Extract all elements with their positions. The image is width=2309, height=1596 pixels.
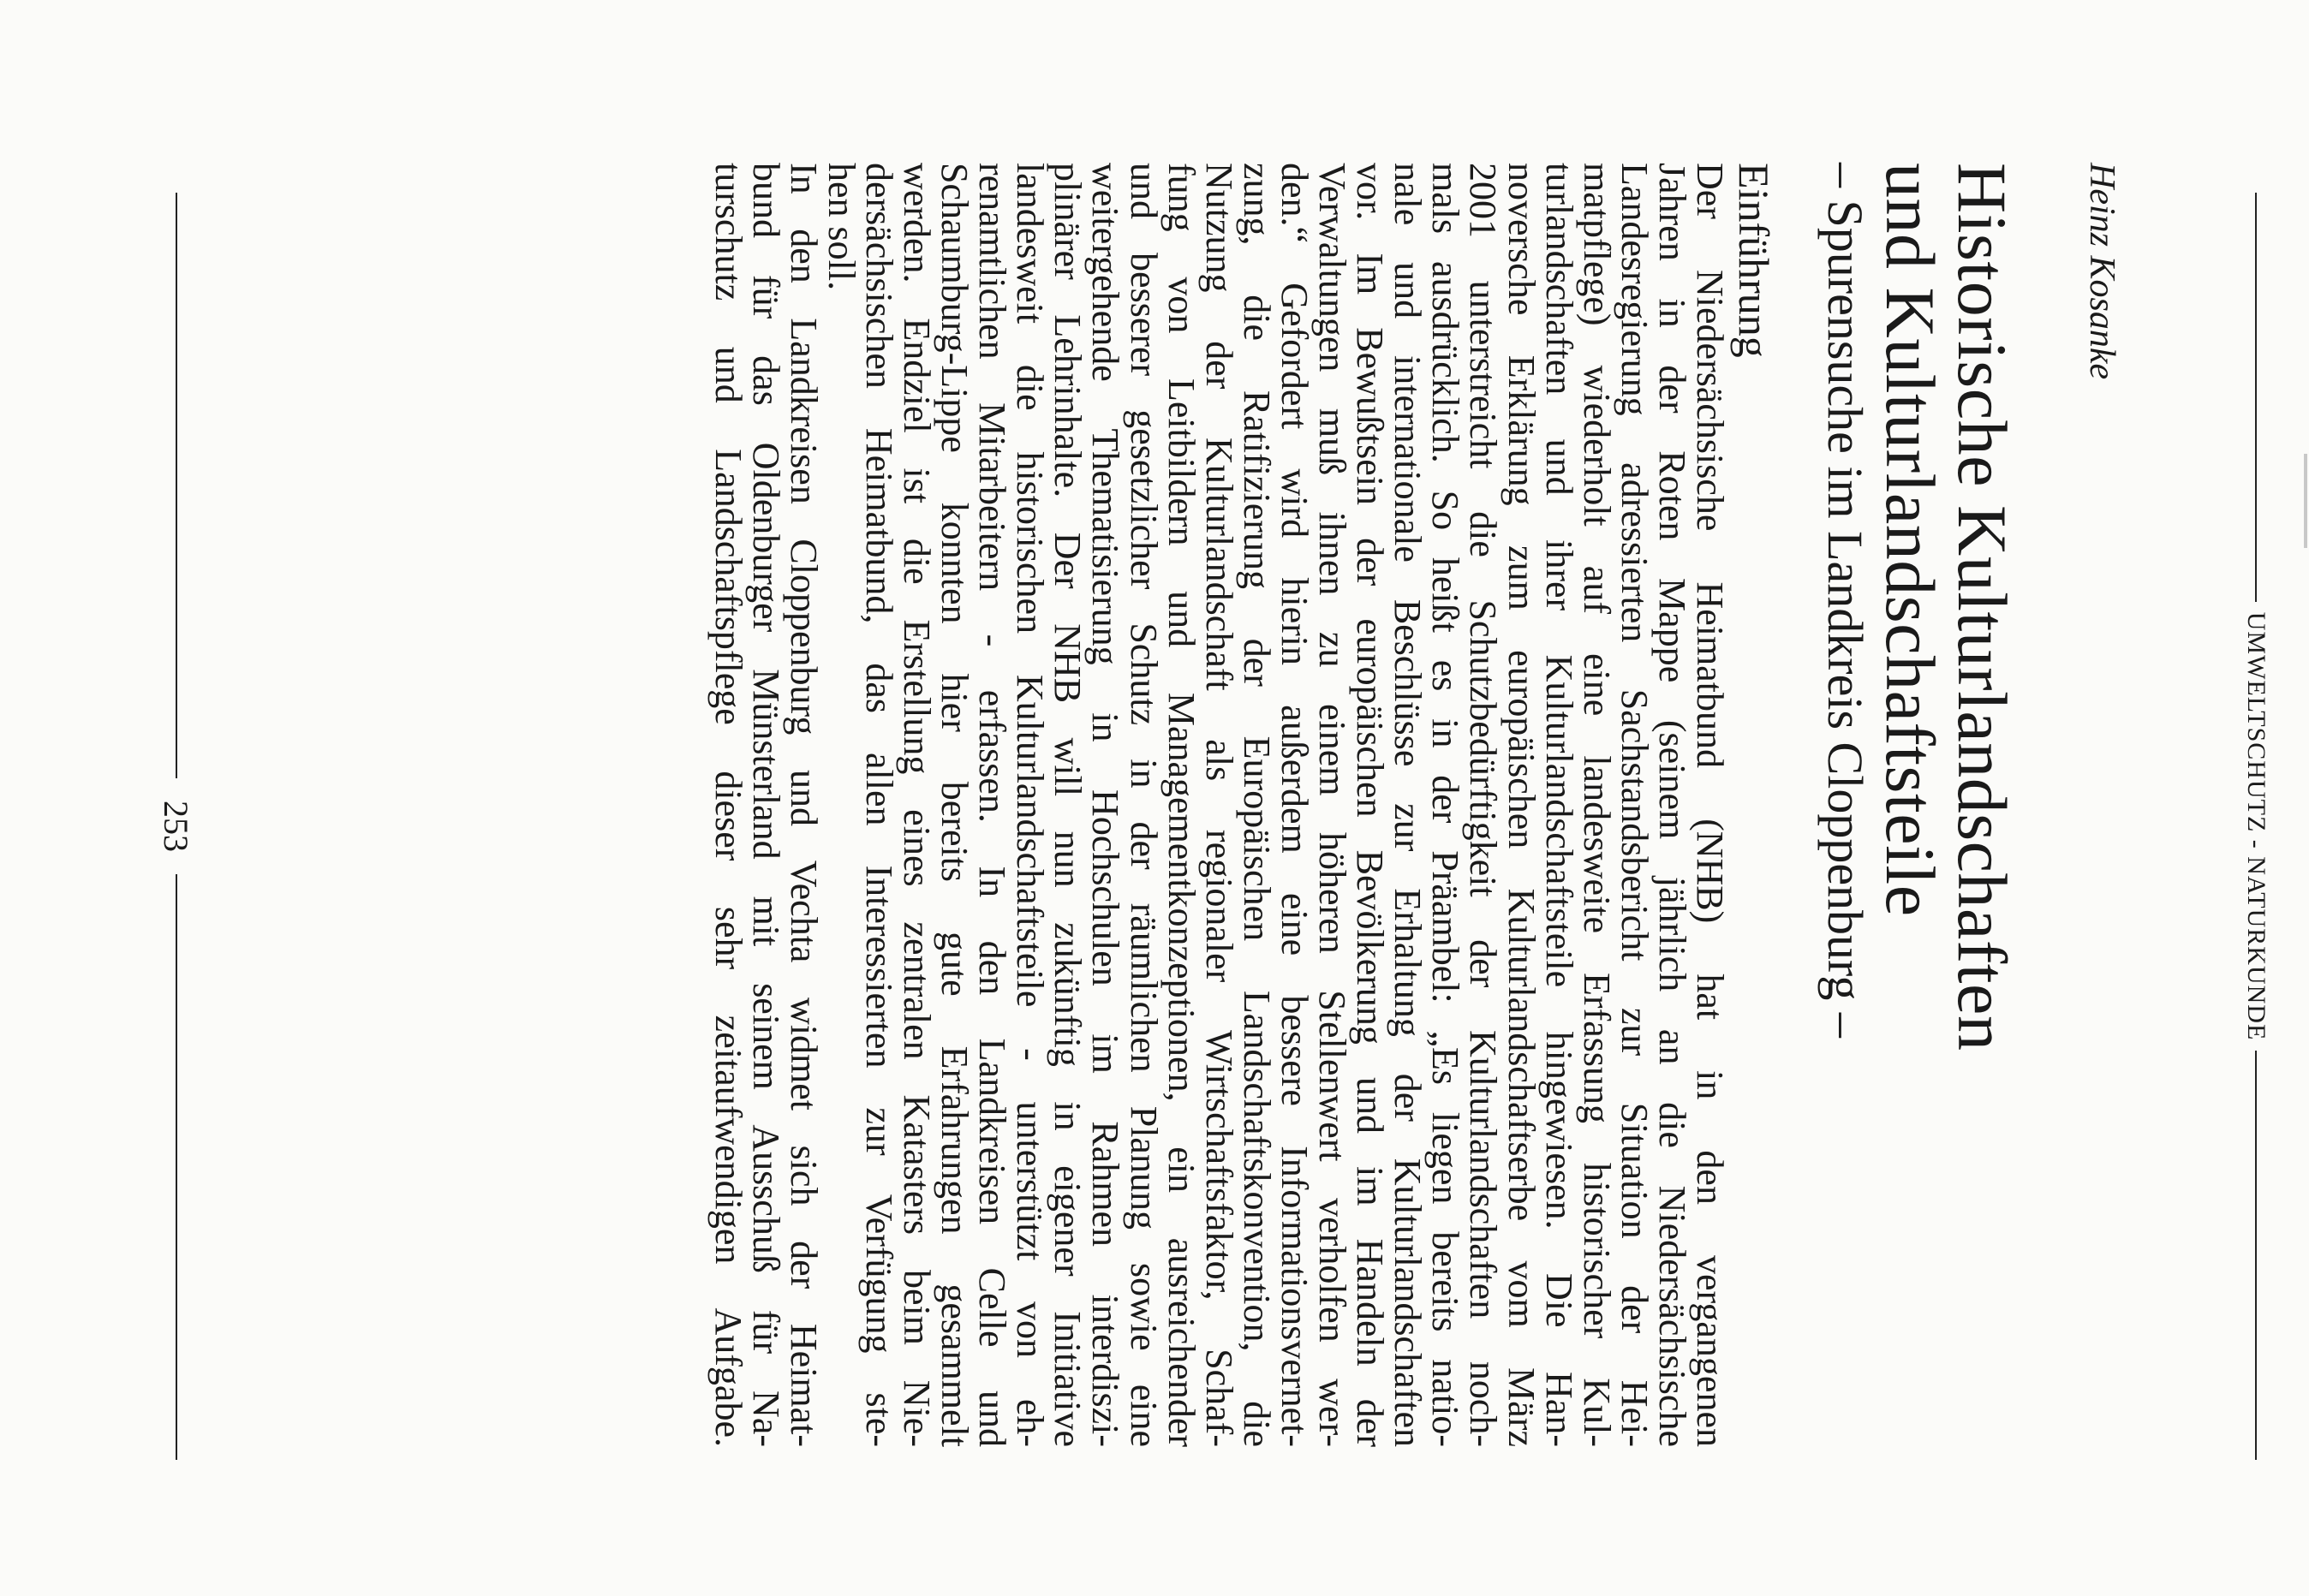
- text-line: renamtlichen Mitarbeitern - erfassen. In den Landkreisen Celle und: [971, 163, 1014, 1447]
- text-line: nale und internationale Beschlüsse zur Erhaltung der Kulturlandschaften: [1387, 163, 1429, 1447]
- article-subtitle: – Spurensuche im Landkreis Cloppenburg –: [1817, 163, 1873, 1038]
- page-number: 253: [157, 801, 196, 852]
- footer-rule-left: [176, 193, 177, 778]
- text-line: Jahren in der Roten Mappe (seinem jährlich an die Niedersächsische: [1650, 163, 1693, 1447]
- text-line: hen soll.: [820, 163, 862, 291]
- text-line: Nutzung der Kulturlandschaft als regionaler Wirtschaftsfaktor, Schaf-: [1197, 163, 1240, 1447]
- text-line: turschutz und Landschaftspflege dieser sehr zeitaufwendigen Aufgabe.: [707, 163, 749, 1447]
- body-text: [707, 163, 1731, 1447]
- article-title: [1871, 163, 2021, 1051]
- text-line: den.“ Gefordert wird hierin außerdem eine bessere Informationsvernet-: [1273, 163, 1316, 1447]
- text-line: landesweit die historischen Kulturlandschaftsteile - unterstützt von eh-: [1009, 163, 1052, 1447]
- text-line: fung von Leitbildern und Managementkonzeptionen, ein ausreichender: [1160, 163, 1202, 1447]
- text-line: weitergehende Thematisierung in Hochschulen im Rahmen interdiszi-: [1084, 163, 1127, 1447]
- section-heading: Einführung: [1730, 163, 1778, 358]
- text-line: matpflege) wiederholt auf eine landesweite Erfassung historischer Kul-: [1575, 163, 1618, 1447]
- footer-rule-right: [176, 874, 177, 1460]
- text-line: In den Landkreisen Cloppenburg und Vechta widmet sich der Heimat-: [782, 163, 825, 1447]
- text-line: noversche Erklärung zum europäischen Kulturlandschaftserbe vom März: [1500, 163, 1542, 1447]
- text-line: dersächsischen Heimatbund, das allen Interessierten zur Verfügung ste-: [857, 163, 900, 1447]
- text-line: vor. Im Bewußtsein der europäischen Bevölkerung und im Handeln der: [1349, 163, 1392, 1447]
- title-line: Historische Kulturlandschaften: [1943, 163, 2021, 1051]
- page-footer: [155, 193, 198, 1460]
- running-head: [2239, 193, 2273, 1460]
- text-line: Verwaltungen muß ihnen zu einem höheren Stellenwert verholfen wer-: [1311, 163, 1354, 1447]
- text-line: Schaumburg-Lippe konnten hier bereits gute Erfahrungen gesammelt: [934, 163, 976, 1447]
- text-line: zung, die Ratifizierung der Europäischen Landschaftskonvention, die: [1235, 163, 1278, 1447]
- title-line: und Kulturlandschaftsteile: [1871, 163, 1949, 917]
- running-head-rule-right: [2255, 1051, 2257, 1460]
- text-line: bund für das Oldenburger Münsterland mit seinem Ausschuß für Na-: [744, 163, 787, 1447]
- text-line: 2001 unterstreicht die Schutzbedürftigkeit der Kulturlandschaften noch-: [1462, 163, 1505, 1447]
- text-line: werden. Endziel ist die Erstellung eines zentralen Katasters beim Nie-: [896, 163, 939, 1447]
- running-head-rule-left: [2255, 193, 2257, 602]
- running-head-text: UMWELTSCHUTZ - NATURKUNDE: [2242, 611, 2270, 1041]
- text-line: turlandschaften und ihrer Kulturlandschaftsteile hingewiesen. Die Han-: [1537, 163, 1580, 1447]
- text-line: Der Niedersächsische Heimatbund (NHB) hat in den vergangenen: [1689, 163, 1731, 1447]
- text-line: Landesregierung adressierten Sachstandsbericht zur Situation der Hei-: [1613, 163, 1656, 1447]
- text-line: und besserer gesetzlicher Schutz in der räumlichen Planung sowie eine: [1122, 163, 1165, 1447]
- scan-edge-artifact: [2304, 454, 2307, 548]
- author-name: Heinz Kosanke: [2082, 163, 2121, 380]
- text-line: mals ausdrücklich. So heißt es in der Präambel: „Es liegen bereits natio-: [1424, 163, 1467, 1447]
- text-line: plinärer Lehrinhalte. Der NHB will nun zukünftig in eigener Initiative: [1047, 163, 1089, 1447]
